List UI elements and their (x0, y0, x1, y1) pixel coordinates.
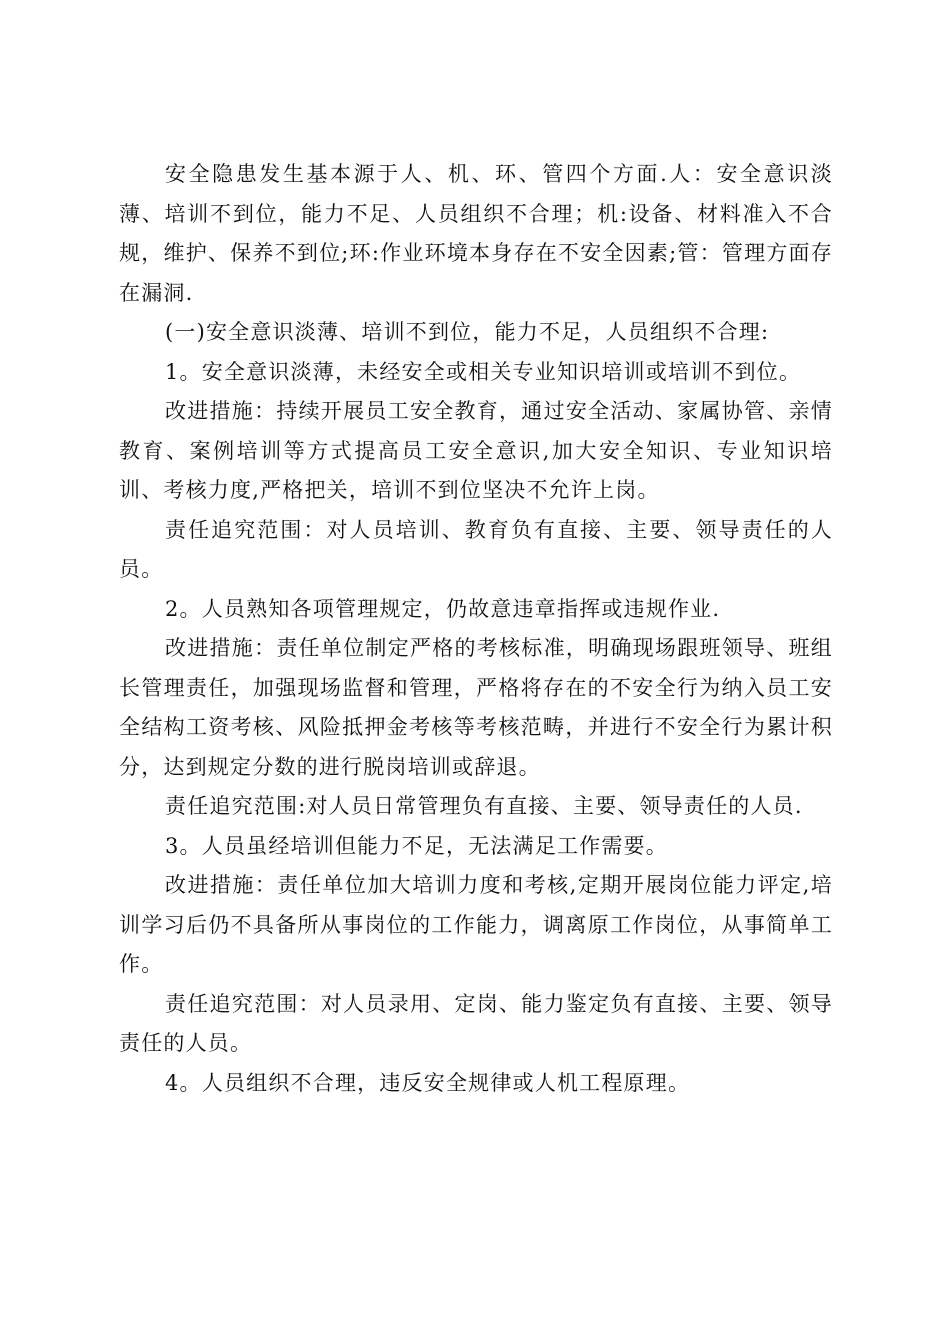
item-4-paragraph: 4。人员组织不合理，违反安全规律或人机工程原理。 (165, 1070, 691, 1095)
section-heading: (一)安全意识淡薄、培训不到位，能力不足，人员组织不合理: (165, 320, 770, 344)
intro-paragraph: 安全隐患发生基本源于人、机、环、管四个方面.人：安全意识淡薄、培训不到位，能力不足、人员组织不合理；机:设备、材料准入不合规，维护、保养不到位;环:作业环境本身存在不安全因素;管：管理方面存在漏洞. (119, 162, 833, 305)
item-2-responsibility-paragraph: 责任追究范围:对人员日常管理负有直接、主要、领导责任的人员. (165, 794, 803, 818)
item-3-measures-paragraph: 改进措施：责任单位加大培训力度和考核,定期开展岗位能力评定,培训学习后仍不具备所从事岗位的工作能力，调离原工作岗位，从事简单工作。 (119, 873, 833, 976)
document-page (119, 155, 833, 1103)
item-3-paragraph: 3。人员虽经培训但能力不足，无法满足工作需要。 (165, 833, 668, 858)
item-3-responsibility-paragraph: 责任追究范围：对人员录用、定岗、能力鉴定负有直接、主要、领导责任的人员。 (119, 991, 833, 1055)
item-1-measures-paragraph: 改进措施：持续开展员工安全教育，通过安全活动、家属协管、亲情教育、案例培训等方式提高员工安全意识,加大安全知识、专业知识培训、考核力度,严格把关，培训不到位坚决不允许上岗。 (119, 399, 833, 502)
item-2-measures-paragraph: 改进措施：责任单位制定严格的考核标准，明确现场跟班领导、班组长管理责任，加强现场监督和管理，严格将存在的不安全行为纳入员工安全结构工资考核、风险抵押金考核等考核范畴，并进行不安全行为累计积分，达到规定分数的进行脱岗培训或辞退。 (119, 636, 833, 779)
item-1-responsibility-paragraph: 责任追究范围：对人员培训、教育负有直接、主要、领导责任的人员。 (119, 517, 833, 581)
item-1-paragraph: 1。安全意识淡薄，未经安全或相关专业知识培训或培训不到位。 (165, 359, 802, 384)
item-2-paragraph: 2。人员熟知各项管理规定，仍故意违章指挥或违规作业. (165, 596, 721, 621)
